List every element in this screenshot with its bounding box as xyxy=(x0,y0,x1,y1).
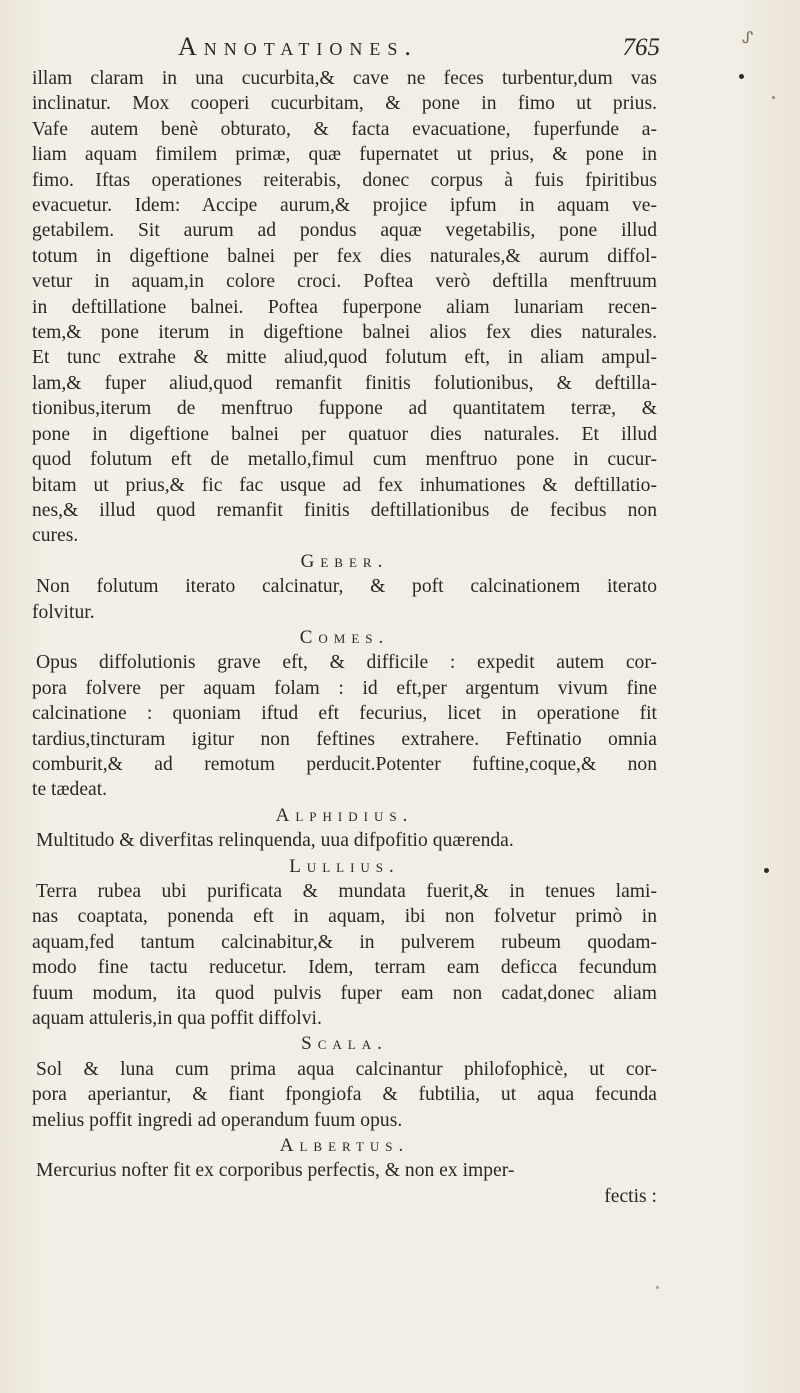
running-title: Annotationes. xyxy=(178,32,418,61)
text-line: fuum modum, ita quod pulvis fuper eam non cadat,donec aliam xyxy=(32,982,657,1004)
text-line: pora aperiantur, & fiant fpongiofa & fubtilia, ut aqua fecunda xyxy=(32,1084,657,1106)
page-number: 765 xyxy=(622,34,660,61)
text-line: pora folvere per aquam folam : id eft,per argentum vivum fine xyxy=(32,677,657,699)
text-line: quod folutum eft de metallo,fimul cum menftruo pone in cucur- xyxy=(32,449,657,471)
text-line: cures. xyxy=(32,525,79,547)
text-line: folvitur. xyxy=(32,601,95,623)
text-line: melius poffit ingredi ad operandum fuum opus. xyxy=(32,1109,403,1131)
text-line: tionibus,iterum de menftruo fuppone ad quantitatem terræ, & xyxy=(32,398,657,420)
text-line: Et tunc extrahe & mitte aliud,quod folutum eft, in aliam ampul- xyxy=(32,347,657,369)
text-line: nas coaptata, ponenda eft in aquam, ibi non folvetur primò in xyxy=(32,906,657,928)
text-line: Sol & luna cum prima aqua calcinantur philofophicè, ut cor- xyxy=(36,1058,657,1080)
text-line: getabilem. Sit aurum ad pondus aquæ vegetabilis, pone illud xyxy=(32,220,657,242)
text-line: comburit,& ad remotum perducit.Potenter fuftine,coque,& non xyxy=(32,753,657,775)
section-heading: Geber. xyxy=(300,550,389,572)
text-line: nes,& illud quod remanfit finitis deftillationibus de fecibus non xyxy=(32,499,657,521)
page-header xyxy=(60,30,660,66)
ink-speck xyxy=(772,96,775,99)
ink-speck xyxy=(764,868,769,873)
text-line: pone in digeftione balnei per quatuor dies naturales. Et illud xyxy=(32,423,657,445)
section-heading: Alphidius. xyxy=(275,804,414,826)
catchword: fectis : xyxy=(604,1185,657,1207)
text-line: lam,& fuper aliud,quod remanfit finitis folutionibus, & deftilla- xyxy=(32,372,657,394)
ink-speck xyxy=(739,74,744,79)
text-line: liam aquam fimilem primæ, quæ fupernatet ut prius, & pone in xyxy=(32,144,657,166)
text-line: fimo. Iftas operationes reiterabis, donec corpus à fuis fpiritibus xyxy=(32,169,657,191)
text-line: te tædeat. xyxy=(32,779,108,801)
text-line: tardius,tincturam igitur non feftines extrahere. Feftinatio omnia xyxy=(32,728,657,750)
text-line: tem,& pone iterum in digeftione balnei alios fex dies naturales. xyxy=(32,322,657,344)
text-line: Vafe autem benè obturato, & facta evacuatione, fuperfunde a- xyxy=(32,118,657,140)
section-heading: Lullius. xyxy=(289,855,400,877)
margin-mark: ᔑ xyxy=(742,30,754,47)
section-heading: Comes. xyxy=(299,626,390,648)
text-line: illam claram in una cucurbita,& cave ne feces turbentur,dum vas xyxy=(32,68,657,89)
text-line: inclinatur. Mox cooperi cucurbitam, & pone in fimo ut prius. xyxy=(32,93,657,115)
text-line: vetur in aquam,in colore croci. Poftea verò deftilla menftruum xyxy=(32,271,657,293)
text-line: Opus diffolutionis grave eft, & difficile : expedit autem cor- xyxy=(36,652,657,674)
text-line: totum in digeftione balnei per fex dies naturales,& aurum diffol- xyxy=(32,245,657,267)
text-line: evacuetur. Idem: Accipe aurum,& projice ipfum in aquam ve- xyxy=(32,195,657,217)
text-line: bitam ut prius,& fic fac usque ad fex inhumationes & deftillatio- xyxy=(32,474,657,496)
text-line: calcinatione : quoniam iftud eft fecurius, licet in operatione fit xyxy=(32,703,657,725)
section-heading: Albertus. xyxy=(279,1135,410,1157)
text-line: in deftillatione balnei. Poftea fuperpone aliam lunariam recen- xyxy=(32,296,657,318)
ink-speck xyxy=(656,1286,659,1289)
section-heading: Scala. xyxy=(301,1033,388,1055)
text-line: Non folutum iterato calcinatur, & poft calcinationem iterato xyxy=(36,576,657,598)
text-line: Multitudo & diverfitas relinquenda, uua difpofitio quærenda. xyxy=(36,830,514,852)
text-line: aquam attuleris,in qua poffit diffolvi. xyxy=(32,1008,322,1030)
body-text xyxy=(32,66,657,1209)
text-line: aquam,fed tantum calcinabitur,& in pulverem rubeum quodam- xyxy=(32,931,657,953)
text-line: modo fine tactu reducetur. Idem, terram eam deficca fecundum xyxy=(32,957,657,979)
text-line: Mercurius nofter fit ex corporibus perfectis, & non ex imper- xyxy=(36,1160,515,1182)
text-line: Terra rubea ubi purificata & mundata fuerit,& in tenues lami- xyxy=(36,881,657,902)
